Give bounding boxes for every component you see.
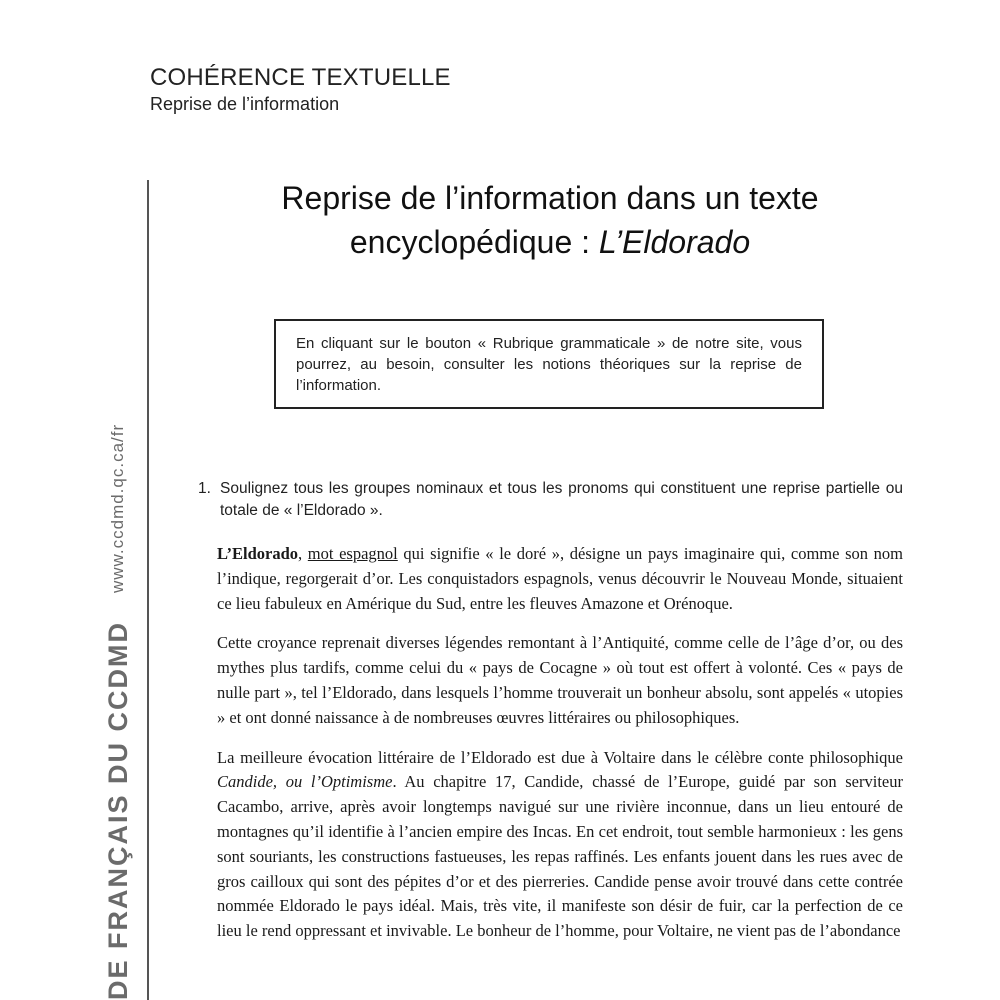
paragraph-2: Cette croyance reprenait diverses légendes remontant à l’Antiquité, comme celle de l’âge d’or, ou des mythes plus tardifs, comme celui du « pays de Cocagne » où tout est offert à volonté. Ces « pays de nulle part », tel l’Eldorado, dans lesquels l’homme trouverait un bonheur absolu, sont appelés « utopies » et ont donné naissance à de nombreuses œuvres littéraires ou philosophiques. (217, 633, 903, 727)
margin-rule (147, 180, 149, 1000)
paragraph-1 (217, 542, 903, 616)
p1-separator: , (298, 544, 308, 563)
question-number: 1. (198, 480, 211, 497)
question-1 (198, 478, 903, 522)
section-title: COHÉRENCE TEXTUELLE (150, 64, 451, 91)
title-line-2-prefix: encyclopédique : (349, 224, 599, 260)
document-title (200, 176, 900, 264)
p3-part-b: . Au chapitre 17, Candide, chassé de l’Europe, guidé par son serviteur Cacambo, arrive, après avoir longtemps navigué sur une rivière inconnue, dans un lieu entouré de montagnes qu’il identifie à l’ancien empire des Incas. En cet endroit, tout semble harmonieux : les gens sont souriants, les constructions fastueuses, les repas raffinés. Les enfants jouent dans les rues avec de gros cailloux qui sont des pépites d’or et des pierreries. Candide pense avoir trouvé dans cette contrée nommée Eldorado le pays idéal. Mais, très vite, il manifeste son désir de fuir, car la perfection de ce lieu le rend oppressant et invivable. Le bonheur de l’homme, pour Voltaire, ne vient pas de l’abondance (217, 772, 903, 941)
website-label: www.ccdmd.qc.ca/fr (108, 423, 127, 593)
vertical-sidebar (98, 180, 138, 1000)
title-eldorado: L’Eldorado (598, 224, 751, 260)
title-line-2 (200, 220, 900, 264)
title-line-1: Reprise de l’information dans un texte (281, 180, 819, 216)
passage (217, 542, 903, 959)
question-text: Soulignez tous les groupes nominaux et tous les pronoms qui constituent une reprise partielle ou totale de « l’Eldorado ». (220, 480, 903, 519)
paragraph-3 (217, 746, 903, 944)
notice-box: En cliquant sur le bouton « Rubrique grammaticale » de notre site, vous pourrez, au besoin, consulter les notions théoriques sur la reprise de l’information. (274, 319, 824, 409)
term-eldorado: L’Eldorado (217, 544, 299, 563)
p1-rest: qui signifie « le doré », désigne un pays imaginaire qui, comme son nom l’indique, regorgerait d’or. Les conquistadors espagnols, venus découvrir le Nouveau Monde, situaient ce lieu fabuleux en Amérique du Sud, entre les fleuves Amazone et Orénoque. (217, 544, 904, 613)
series-label: DE FRANÇAIS DU CCDMD (102, 621, 133, 1000)
p3-part-a: La meilleure évocation littéraire de l’Eldorado est due à Voltaire dans le célèbre conte philosophique (217, 747, 903, 767)
page-header (150, 64, 451, 115)
underlined-reprise: mot espagnol (307, 544, 398, 563)
section-subtitle: Reprise de l’information (150, 94, 340, 114)
book-title: Candide, ou l’Optimisme (217, 772, 393, 792)
